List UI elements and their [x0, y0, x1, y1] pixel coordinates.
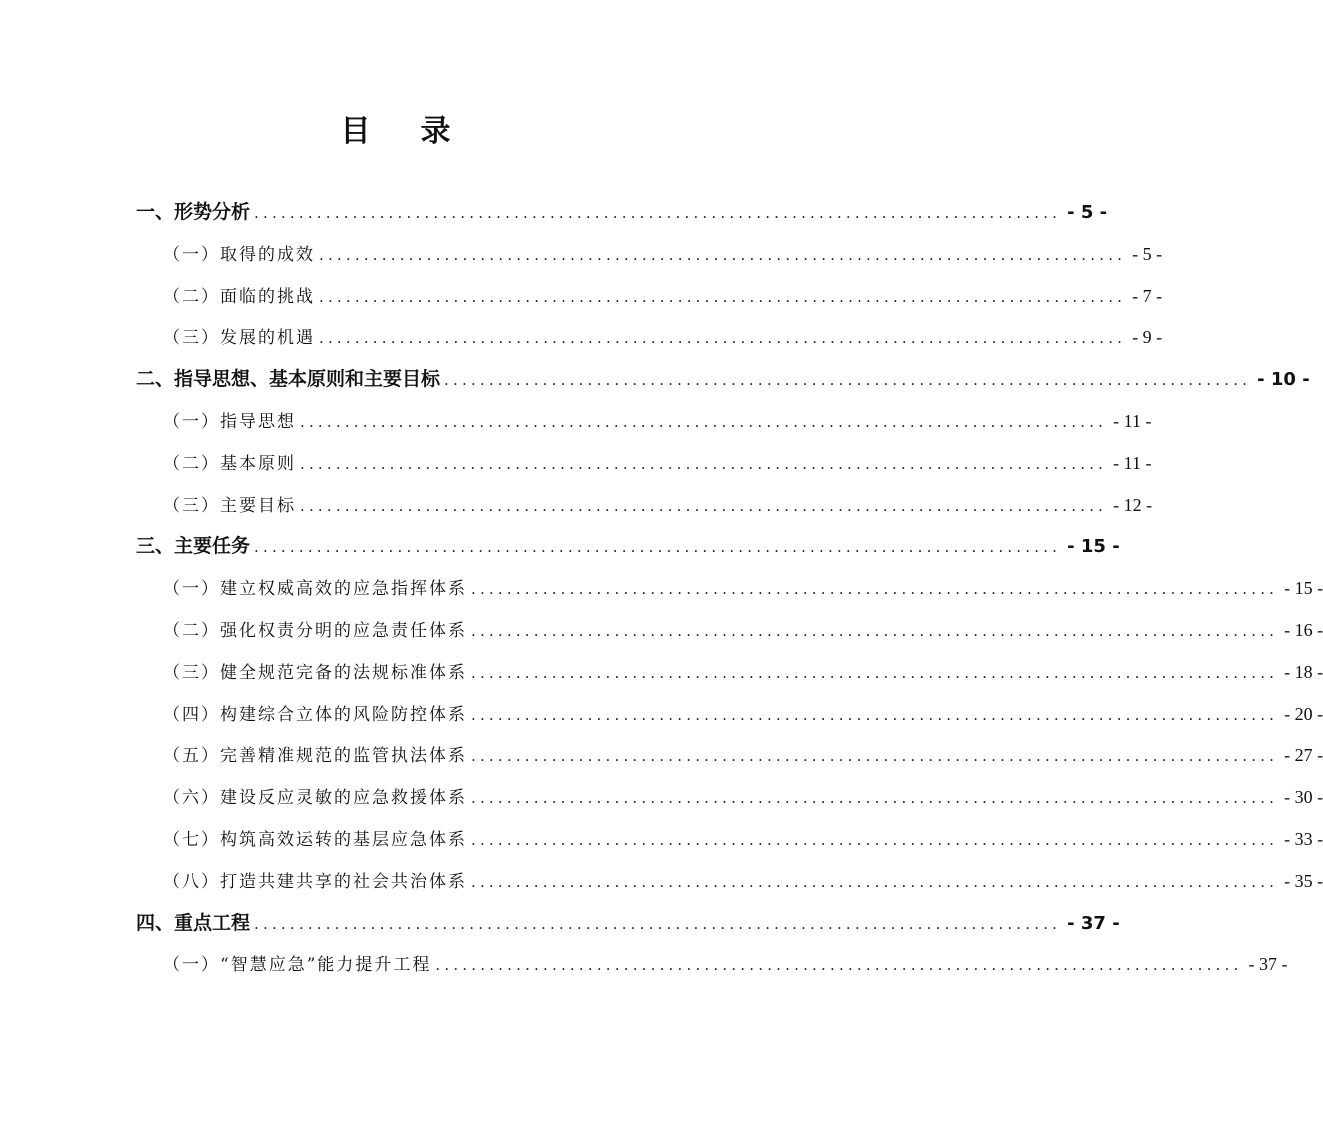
- toc-entry-label: （四）构建综合立体的风险防控体系: [163, 704, 467, 725]
- toc-dot-leader: ..........................................................................................: [319, 287, 1127, 306]
- toc-dot-leader: ..........................................................................................: [300, 412, 1108, 431]
- toc-section-entry[interactable]: [136, 694, 1323, 736]
- toc-entry-label: （一）“智慧应急”能力提升工程: [163, 955, 432, 976]
- toc-section-entry[interactable]: [136, 777, 1323, 819]
- toc-page-number: - 5 -: [1132, 243, 1163, 264]
- toc-section-entry[interactable]: [136, 443, 1152, 485]
- page-title: [0, 112, 793, 152]
- toc-page-number: - 15 -: [1284, 578, 1323, 599]
- toc-entry-label: （三）主要目标: [163, 495, 296, 516]
- toc-dot-leader: ..........................................................................................: [254, 204, 1062, 222]
- toc-section-entry[interactable]: [136, 568, 1323, 610]
- toc-dot-leader: ..........................................................................................: [471, 580, 1279, 599]
- toc-dot-leader: ..........................................................................................: [471, 663, 1279, 682]
- toc-page-number: - 16 -: [1284, 619, 1323, 640]
- toc-entry-label: （八）打造共建共享的社会共治体系: [163, 871, 467, 892]
- toc-entry-label: （一）取得的成效: [163, 244, 315, 265]
- toc-page-number: - 11 -: [1113, 452, 1152, 473]
- toc-section-entry[interactable]: [136, 485, 1153, 527]
- toc-dot-leader: ..........................................................................................: [435, 956, 1243, 975]
- toc-entry-label: （二）强化权责分明的应急责任体系: [163, 620, 467, 641]
- toc-page-number: - 7 -: [1132, 285, 1163, 306]
- toc-page-number: - 11 -: [1113, 410, 1152, 431]
- toc-dot-leader: ..........................................................................................: [471, 830, 1279, 849]
- toc-entry-label: 三、主要任务: [136, 535, 251, 558]
- toc-page-number: - 12 -: [1113, 494, 1153, 515]
- toc-dot-leader: ..........................................................................................: [254, 914, 1062, 933]
- toc-page-number: - 10 -: [1257, 369, 1310, 391]
- toc-section-entry[interactable]: [136, 317, 1163, 359]
- title-char-2: 录: [420, 114, 453, 149]
- toc-chapter-entry[interactable]: [136, 526, 1120, 568]
- toc-page-number: - 5 -: [1067, 202, 1108, 223]
- toc-page-number: - 27 -: [1284, 745, 1323, 766]
- toc-section-entry[interactable]: [136, 234, 1163, 276]
- toc-entry-label: （五）完善精准规范的监管执法体系: [163, 746, 467, 767]
- toc-entry-label: 一、形势分析: [136, 201, 251, 223]
- toc-section-entry[interactable]: [136, 861, 1323, 903]
- toc-page-number: - 30 -: [1284, 787, 1323, 808]
- toc-dot-leader: ..........................................................................................: [471, 789, 1279, 808]
- toc-page-number: - 37 -: [1067, 912, 1120, 934]
- toc-section-entry[interactable]: [136, 735, 1323, 777]
- table-of-contents: [136, 192, 1323, 986]
- toc-section-entry[interactable]: [136, 652, 1323, 694]
- toc-dot-leader: ..........................................................................................: [471, 621, 1279, 640]
- toc-entry-label: 二、指导思想、基本原则和主要目标: [136, 368, 441, 391]
- toc-entry-label: （一）指导思想: [163, 411, 296, 432]
- toc-page-number: - 33 -: [1284, 828, 1323, 849]
- toc-section-entry[interactable]: [136, 401, 1152, 443]
- toc-section-entry[interactable]: [136, 819, 1323, 861]
- toc-dot-leader: ..........................................................................................: [300, 496, 1108, 515]
- toc-entry-label: 四、重点工程: [136, 911, 251, 934]
- toc-page-number: - 15 -: [1067, 536, 1120, 558]
- toc-page-number: - 37 -: [1248, 954, 1288, 975]
- toc-chapter-entry[interactable]: [136, 903, 1120, 945]
- toc-dot-leader: ..........................................................................................: [471, 705, 1279, 724]
- toc-page-number: - 20 -: [1284, 703, 1323, 724]
- toc-dot-leader: ..........................................................................................: [300, 454, 1108, 473]
- title-char-1: 目: [340, 114, 373, 149]
- toc-dot-leader: ..........................................................................................: [319, 329, 1127, 348]
- toc-entry-label: （六）建设反应灵敏的应急救援体系: [163, 788, 467, 809]
- toc-section-entry[interactable]: [136, 276, 1163, 318]
- toc-page-number: - 9 -: [1132, 327, 1163, 348]
- toc-section-entry[interactable]: [136, 944, 1288, 986]
- toc-entry-label: （一）建立权威高效的应急指挥体系: [163, 579, 467, 600]
- toc-dot-leader: ..........................................................................................: [471, 747, 1279, 766]
- toc-chapter-entry[interactable]: [136, 192, 1108, 234]
- toc-dot-leader: ..........................................................................................: [319, 245, 1127, 264]
- toc-entry-label: （二）面临的挑战: [163, 286, 315, 307]
- toc-dot-leader: ..........................................................................................: [254, 538, 1062, 557]
- toc-entry-label: （三）健全规范完备的法规标准体系: [163, 662, 467, 683]
- toc-entry-label: （七）构筑高效运转的基层应急体系: [163, 829, 467, 850]
- toc-section-entry[interactable]: [136, 610, 1323, 652]
- toc-page-number: - 18 -: [1284, 661, 1323, 682]
- toc-dot-leader: ..........................................................................................: [444, 371, 1252, 390]
- toc-dot-leader: ..........................................................................................: [471, 872, 1279, 891]
- toc-entry-label: （三）发展的机遇: [163, 328, 315, 349]
- toc-page-number: - 35 -: [1284, 870, 1323, 891]
- toc-chapter-entry[interactable]: [136, 359, 1310, 401]
- toc-entry-label: （二）基本原则: [163, 453, 296, 474]
